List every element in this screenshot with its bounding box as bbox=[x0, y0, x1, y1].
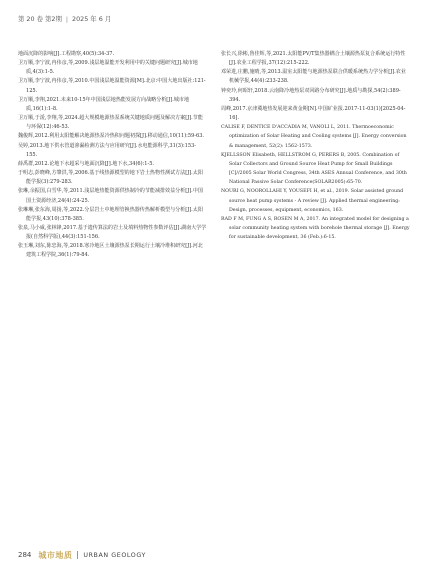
header-separator: | bbox=[65, 15, 69, 23]
reference-item: RAD F M, FUNG A S, ROSEN M A, 2017. An integrated model for designing a solar community heating system with borehole thermal storage [J]. Energy for sustainable development, 36 (Feb.):6-15. bbox=[221, 216, 410, 241]
references-left-column bbox=[18, 50, 207, 261]
reference-item: 张琳琳,张东海,周扬,等,2022.分层岩土中地埋管换热器传热解析模型与分析[J].太阳能学报,43(10):378-385. bbox=[18, 206, 203, 222]
reference-item: 张玉琳,刘东,陈忠海,等,2018.寒冷地区土壤源热泵长期运行土壤冷堆积研究[J].河北建筑工程学院,36(1):79-84. bbox=[18, 243, 203, 259]
reference-item: 张琳,余振国,白雪华,等,2011.浅层地热能资源供热制冷的节能减排效益分析[J].中国国土资源经济,24(4):24-25. bbox=[18, 188, 203, 204]
journal-logo: 城市地质 bbox=[38, 549, 73, 560]
reference-item: 张泉,马小威,张林锋,2017.基于遗传算法的岩土及填料热物性参数评估[J].湖南大学学报(自然科学版),44(3):151-156. bbox=[18, 224, 207, 241]
reference-item: 于明志,彭晓峰,方肇洪,等,2006.基于线热源模型的地下岩土热物性测试方法[J].太阳能学报(3):279-283. bbox=[18, 170, 203, 186]
reference-item: 薛禹群,2012.论地下水超采与地面沉降[J].地下水,34(6):1-5. bbox=[18, 160, 155, 167]
reference-item: 钟奕玲,何昭轩,2018.云南降冷地热泵双回路分布研究[J].地质与勘探,54(2):389-394. bbox=[221, 87, 401, 103]
footer-divider bbox=[77, 551, 78, 559]
reference-item: 地面沉降的影响[J].工程勘察,40(5):34-37. bbox=[18, 51, 115, 57]
reference-item: KJELLSSON Elisabeth, HELLSTROM G, PERERS B, 2005. Combination of Solar Collectors and Ground Source Heat Pump for Small Buildings [C]//2005 Solar World Congress, 34th ASES Annual Conference, and 30th National Passive Solar Conference(SOLAR2005):65-70. bbox=[221, 152, 407, 186]
reference-item: 魏俊辉,2012.利用太阳能解决地源热泵冷热积问题初探[J].移动通信,10(11):59-63. bbox=[18, 133, 205, 140]
reference-item: 卫万顺,于湲,李翔,等,2024.超大规模地源热泵系统关键地质问题及解决方案[J].节能与环保(12):46-53. bbox=[18, 115, 203, 131]
volume-issue: 第 20 卷 第2期 bbox=[18, 15, 62, 23]
issue-date: 2025 年 6 月 bbox=[72, 15, 112, 23]
page-number: 284 bbox=[18, 551, 32, 559]
reference-item: NOURI G, NOOROLLAHI Y, YOUSEFI H, et al., 2019. Solar assisted ground source heat pump systems - A review [J]. Applied thermal engineering: Design, processes, equipment, economics, 163. bbox=[221, 189, 404, 213]
page-footer bbox=[18, 549, 146, 561]
reference-item: 卫万顺,李翔,2021.未来10-15年中国浅层地热能发展方向战略分析[J].城市地质,16(1):1-8. bbox=[18, 96, 189, 112]
references-right-column bbox=[221, 50, 410, 242]
reference-item: CALISE F, DENTICE D'ACCADIA M, VANOLI L, 2011. Thermoeconomic optimization of Solar Heating and Cooling systems [J]. Energy conversion & management, 52(2): 1562-1573. bbox=[221, 125, 407, 149]
journal-name: URBAN GEOLOGY bbox=[83, 551, 146, 559]
reference-item: 周峰,2017.京津冀地热发展迎来黄金期[N].中国矿业报.2017-11-03(1)[2025-04-16]. bbox=[221, 105, 406, 122]
reference-item: 邓荣进,庄鹏,施晴,等,2013.温室太阳能与地源热泵联合供暖系统热力学分析[J].农业机械学报,44(4):233-238. bbox=[221, 69, 406, 85]
reference-item: 吴婷,2013.地下供水管道渗漏检测方法与应用研究[J].水电能源科学,31(3):153-155. bbox=[18, 142, 197, 158]
reference-item: 卫万顺,李宁波,冉伟彦,等,2010.中国浅层地温能资源[M].北京:中国大地出版社:121-125. bbox=[18, 78, 206, 94]
running-header bbox=[18, 14, 111, 23]
reference-item: 张长兴,徐彬,鲁佳辉,等,2021.太阳能PV/T集热器耦合土壤源热泵复合系统运行特性[J].农业工程学报,37(12):215-222. bbox=[221, 51, 406, 67]
reference-item: 卫万顺,李宁波,冉伟彦,等,2009.浅层地温能开发利用中的关键问题研究[J].城市地质,4(3):1-5. bbox=[18, 60, 198, 76]
